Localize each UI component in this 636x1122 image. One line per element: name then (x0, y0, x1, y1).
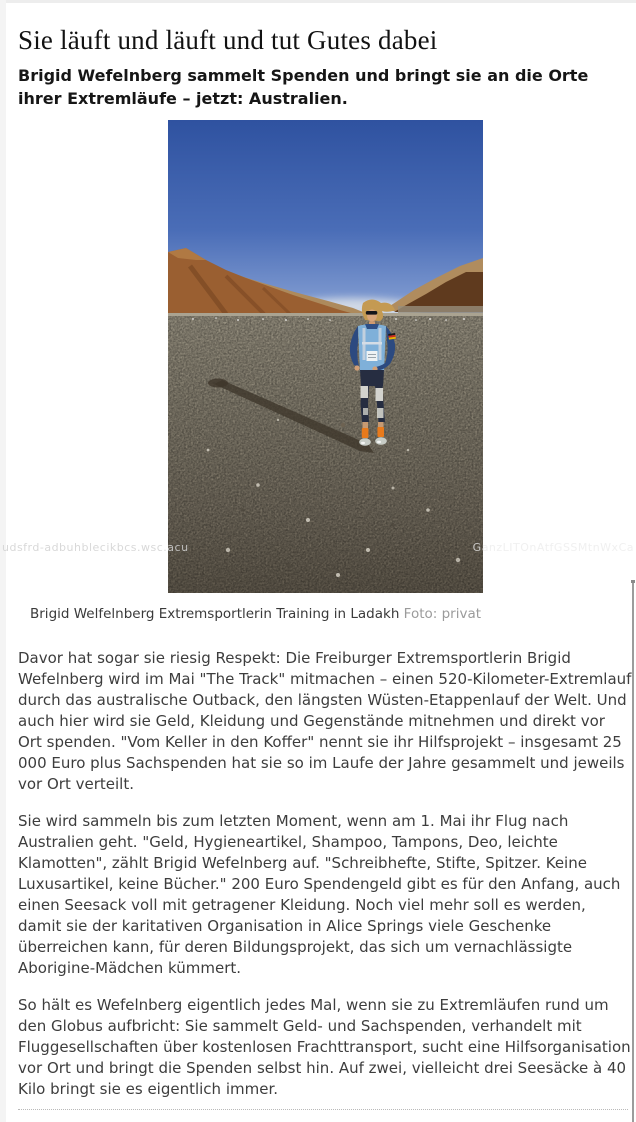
watermark-right: GanzLITOnAtfGSSMtnWxCa (472, 541, 634, 554)
article-headline: Sie läuft und läuft und tut Gutes dabei (18, 25, 438, 55)
runner-right-shoe (375, 437, 387, 445)
german-flag-patch (388, 333, 396, 340)
article-subheadline: Brigid Wefelnberg sammelt Spenden und bringt sie an die Orte ihrer Extremläufe – jetzt: Australien. (18, 66, 589, 108)
article-paragraph-3: So hält es Wefelnberg eigentlich jedes Mal, wenn sie zu Extremläufen rund um den Globus aufbricht: Sie sammelt Geld- und Sachspenden, verhandelt mit Fluggesellschaften über kostenlosen Frachttransport, sucht eine Hilfsorganisation vor Ort und bringt die Spenden selbst hin. Auf zwei, vielleicht drei Seesäcke à 40 Kilo bringt sie es eigentlich immer. (18, 996, 631, 1098)
photo-credit: Foto: privat (403, 606, 482, 622)
article (18, 0, 632, 1110)
right-scree-band (398, 306, 483, 314)
shoe-highlight (377, 441, 381, 443)
runner-left-calf (362, 422, 368, 429)
right-column-divider (632, 581, 634, 1122)
page-left-border (0, 0, 6, 1122)
photo-caption (30, 605, 632, 623)
runner-thigh-patch (375, 388, 383, 401)
photo-caption-text: Brigid Welfelnberg Extremsportlerin Training in Ladakh (30, 606, 400, 622)
photo-illustration (168, 120, 483, 593)
article-photo-figure (18, 120, 632, 623)
runner-collar (365, 324, 379, 329)
shoe-highlight (361, 442, 365, 444)
article-paragraph-2: Sie wird sammeln bis zum letzten Moment, wenn am 1. Mai ihr Flug nach Australien geht. "Geld, Hygieneartikel, Shampoo, Tampons, Deo, leichte Klamotten", zählt Brigid Wefelnberg auf. "Schreibhefte, Stifte, Spitzer. Keine Luxusartikel, keine Bücher." 200 Euro Spendengeld gibt es für den Anfang, auch einen Seesack voll mit getragener Kleidung. Noch viel mehr soll es werden, damit sie der karitativen Organisation in Alice Springs viele Geschenke überreichen kann, für deren Bildungsprojekt, das sich um vernachlässigte Aborigine-Mädchen kümmert. (18, 812, 621, 977)
runner-left-hand (354, 365, 359, 370)
gravel-texture (168, 316, 483, 593)
runner-thigh-patch (360, 386, 368, 398)
runner-chest-strap (362, 342, 382, 345)
article-end-divider (18, 1109, 628, 1110)
runner-calf-patch (363, 408, 368, 415)
runner-left-gaiter (361, 428, 368, 438)
article-paragraph-1: Davor hat sogar sie riesig Respekt: Die Freiburger Extremsportlerin Brigid Wefelnberg wird im Mai "The Track" mitmachen – einen 520-Kilometer-Extremlauf durch das australische Outback, den längsten Wüsten-Etappenlauf der Welt. Und auch hier wird sie Geld, Kleidung und Gegenstände mitnehmen und direkt vor Ort spenden. "Vom Keller in den Koffer" nennt sie ihr Hilfsprojekt – insgesamt 25 000 Euro plus Sachspenden hat sie so im Laufe der Jahre gesammelt und jeweils vor Ort verteilt. (18, 649, 632, 793)
runner-bib (366, 351, 377, 361)
runner-bib-text (368, 354, 376, 355)
runner-hips (360, 370, 384, 386)
runner-right-gaiter (377, 427, 384, 437)
runner-left-shoe (359, 438, 371, 446)
watermark-left: udsfrd-adbuhblecikbcs.wsc.acu (2, 541, 189, 554)
runner-sunglasses (365, 311, 377, 315)
runner-calf-patch (377, 408, 384, 418)
runner-bib-text (368, 357, 376, 358)
article-photo[interactable] (168, 120, 483, 593)
